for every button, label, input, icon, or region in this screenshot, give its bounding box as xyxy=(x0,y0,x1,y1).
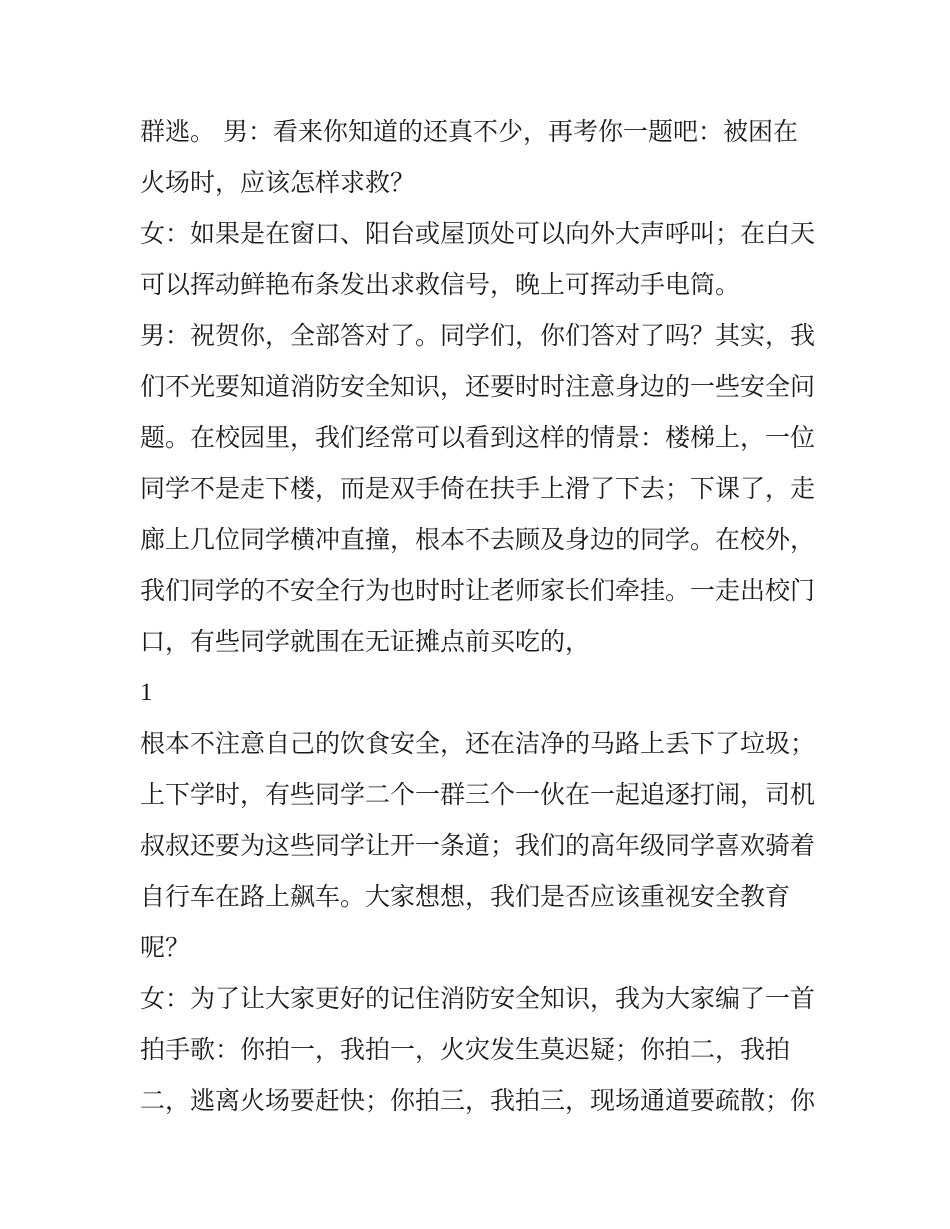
text-line: 根本不注意自己的饮食安全，还在洁净的马路上丢下了垃圾； xyxy=(140,729,816,758)
text-line: 叔叔还要为这些同学让开一条道；我们的高年级同学喜欢骑着 xyxy=(140,831,816,860)
text-line: 题。在校园里，我们经常可以看到这样的情景：楼梯上，一位 xyxy=(140,423,816,452)
text-line: 们不光要知道消防安全知识，还要时时注意身边的一些安全问 xyxy=(140,372,816,401)
text-line: 二，逃离火场要赶快；你拍三，我拍三，现场通道要疏散；你 xyxy=(140,1086,816,1115)
text-line: 廊上几位同学横冲直撞，根本不去顾及身边的同学。在校外， xyxy=(140,525,816,554)
text-line: 口，有些同学就围在无证摊点前买吃的， xyxy=(140,627,591,656)
text-line: 呢？ xyxy=(140,933,191,962)
text-line: 同学不是走下楼，而是双手倚在扶手上滑了下去；下课了，走 xyxy=(140,474,816,503)
text-line: 可以挥动鲜艳布条发出求救信号，晚上可挥动手电筒。 xyxy=(140,270,741,299)
text-line: 火场时，应该怎样求救？ xyxy=(140,168,416,197)
text-line: 拍手歌：你拍一，我拍一，火灾发生莫迟疑；你拍二，我拍 xyxy=(140,1035,791,1064)
page-number: 1 xyxy=(140,679,153,706)
text-line: 自行车在路上飙车。大家想想，我们是否应该重视安全教育 xyxy=(140,882,791,911)
text-line: 男：祝贺你，全部答对了。同学们，你们答对了吗？其实，我 xyxy=(140,321,816,350)
text-line: 我们同学的不安全行为也时时让老师家长们牵挂。一走出校门 xyxy=(140,576,816,605)
text-line: 上下学时，有些同学二个一群三个一伙在一起追逐打闹，司机 xyxy=(140,780,816,809)
text-line: 女：为了让大家更好的记住消防安全知识，我为大家编了一首 xyxy=(140,984,816,1013)
document-body xyxy=(140,106,820,1126)
text-line: 女：如果是在窗口、阳台或屋顶处可以向外大声呼叫；在白天 xyxy=(140,219,816,248)
text-line: 群逃。 男：看来你知道的还真不少，再考你一题吧：被困在 xyxy=(140,117,798,146)
